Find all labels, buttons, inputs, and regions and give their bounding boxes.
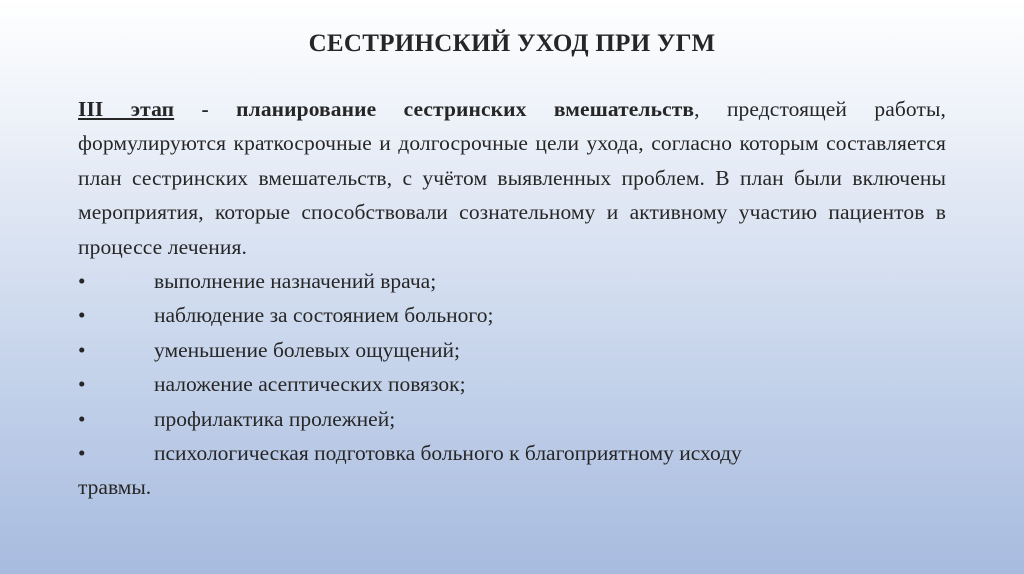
bullet-marker: •: [78, 303, 86, 328]
list-item-text: наложение асептических повязок;: [154, 372, 466, 397]
list-item-text: выполнение назначений врача;: [154, 269, 437, 294]
list-item-text: уменьшение болевых ощущений;: [154, 337, 460, 362]
bullet-marker: •: [78, 441, 86, 466]
list-item: [78, 298, 946, 332]
list-item: [78, 402, 946, 436]
paragraph-text: , предстоящей работы, формулируются краткосрочные и долгосрочные цели ухода, согласно которым составляется план сестринских вмешательств, с учётом выявленных проблем. В план были включены мероприятия, которые способствовали сознательному и активному участию пациентов в процессе лечения.: [78, 97, 946, 259]
bullet-list: [78, 264, 946, 470]
list-item-text: наблюдение за состоянием больного;: [154, 303, 494, 328]
bullet-marker: •: [78, 406, 86, 431]
stage-label: III этап: [78, 97, 175, 121]
list-item-continuation: травмы.: [78, 475, 152, 500]
list-item-text: психологическая подготовка больного к благоприятному исходу: [154, 441, 742, 466]
bullet-marker: •: [78, 372, 86, 397]
slide-body: [78, 92, 946, 505]
bullet-marker: •: [78, 269, 86, 294]
list-item: [78, 436, 946, 470]
list-item: [78, 367, 946, 401]
intro-paragraph: [78, 92, 946, 264]
stage-name: - планирование сестринских вмешательств: [174, 97, 695, 121]
slide-title: СЕСТРИНСКИЙ УХОД ПРИ УГМ: [308, 30, 716, 57]
bullet-marker: •: [78, 337, 86, 362]
list-item: [78, 333, 946, 367]
list-item-text: профилактика пролежней;: [154, 406, 396, 431]
list-item: [78, 264, 946, 298]
